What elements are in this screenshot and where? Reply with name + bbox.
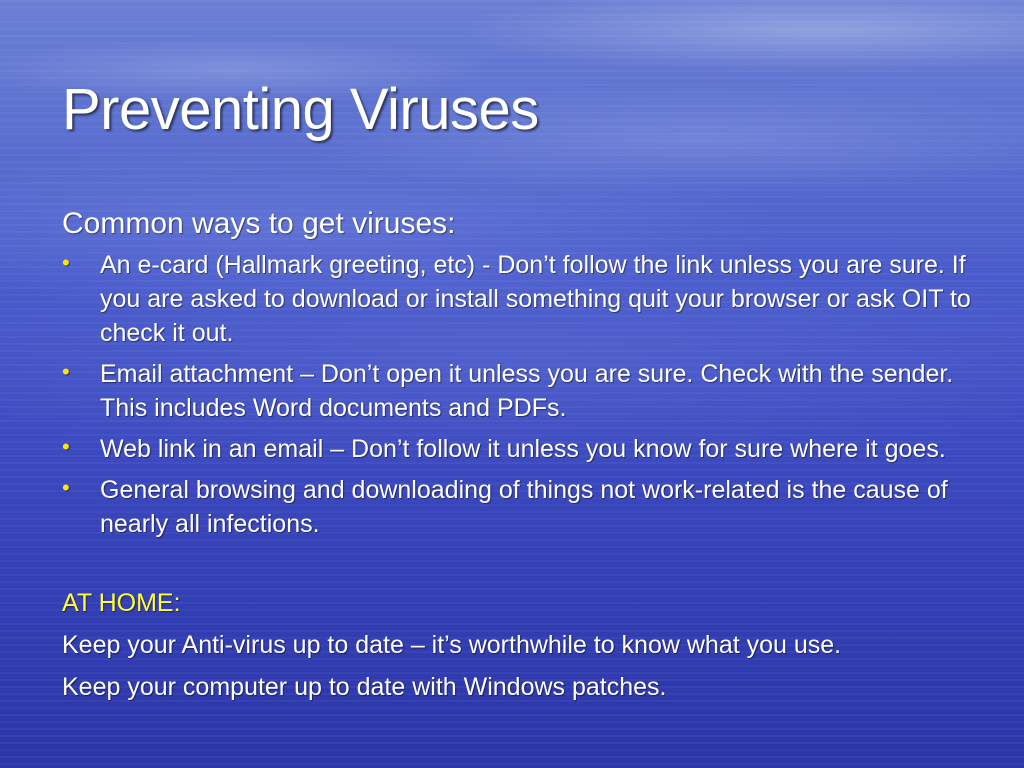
home-tip: Keep your computer up to date with Windows patches.	[62, 673, 667, 701]
bullet-text: Web link in an email – Don’t follow it unless you know for sure where it goes.	[100, 435, 946, 463]
bullet-text: Email attachment – Don’t open it unless you are sure. Check with the sender. This includes Word documents and PDFs.	[100, 360, 954, 422]
bullet-text: An e-card (Hallmark greeting, etc) - Don’t follow the link unless you are sure. If you are asked to download or install something quit your browser or ask OIT to check it out.	[100, 251, 971, 347]
bullet-item	[62, 357, 972, 425]
bullet-icon: •	[62, 434, 70, 459]
bullet-list	[62, 248, 972, 541]
bullet-text: General browsing and downloading of things not work-related is the cause of nearly all infections.	[100, 476, 948, 538]
bullet-item	[62, 248, 972, 350]
bullet-icon: •	[62, 250, 70, 275]
intro-text: Common ways to get viruses:	[62, 207, 456, 240]
bullet-icon: •	[62, 359, 70, 384]
slide-content	[62, 204, 972, 705]
slide-title: Preventing Viruses	[62, 77, 539, 142]
at-home-heading: AT HOME:	[62, 589, 181, 617]
bullet-item	[62, 432, 972, 466]
bullet-item	[62, 473, 972, 541]
bullet-icon: •	[62, 475, 70, 500]
home-tip: Keep your Anti-virus up to date – it’s worthwhile to know what you use.	[62, 631, 842, 659]
